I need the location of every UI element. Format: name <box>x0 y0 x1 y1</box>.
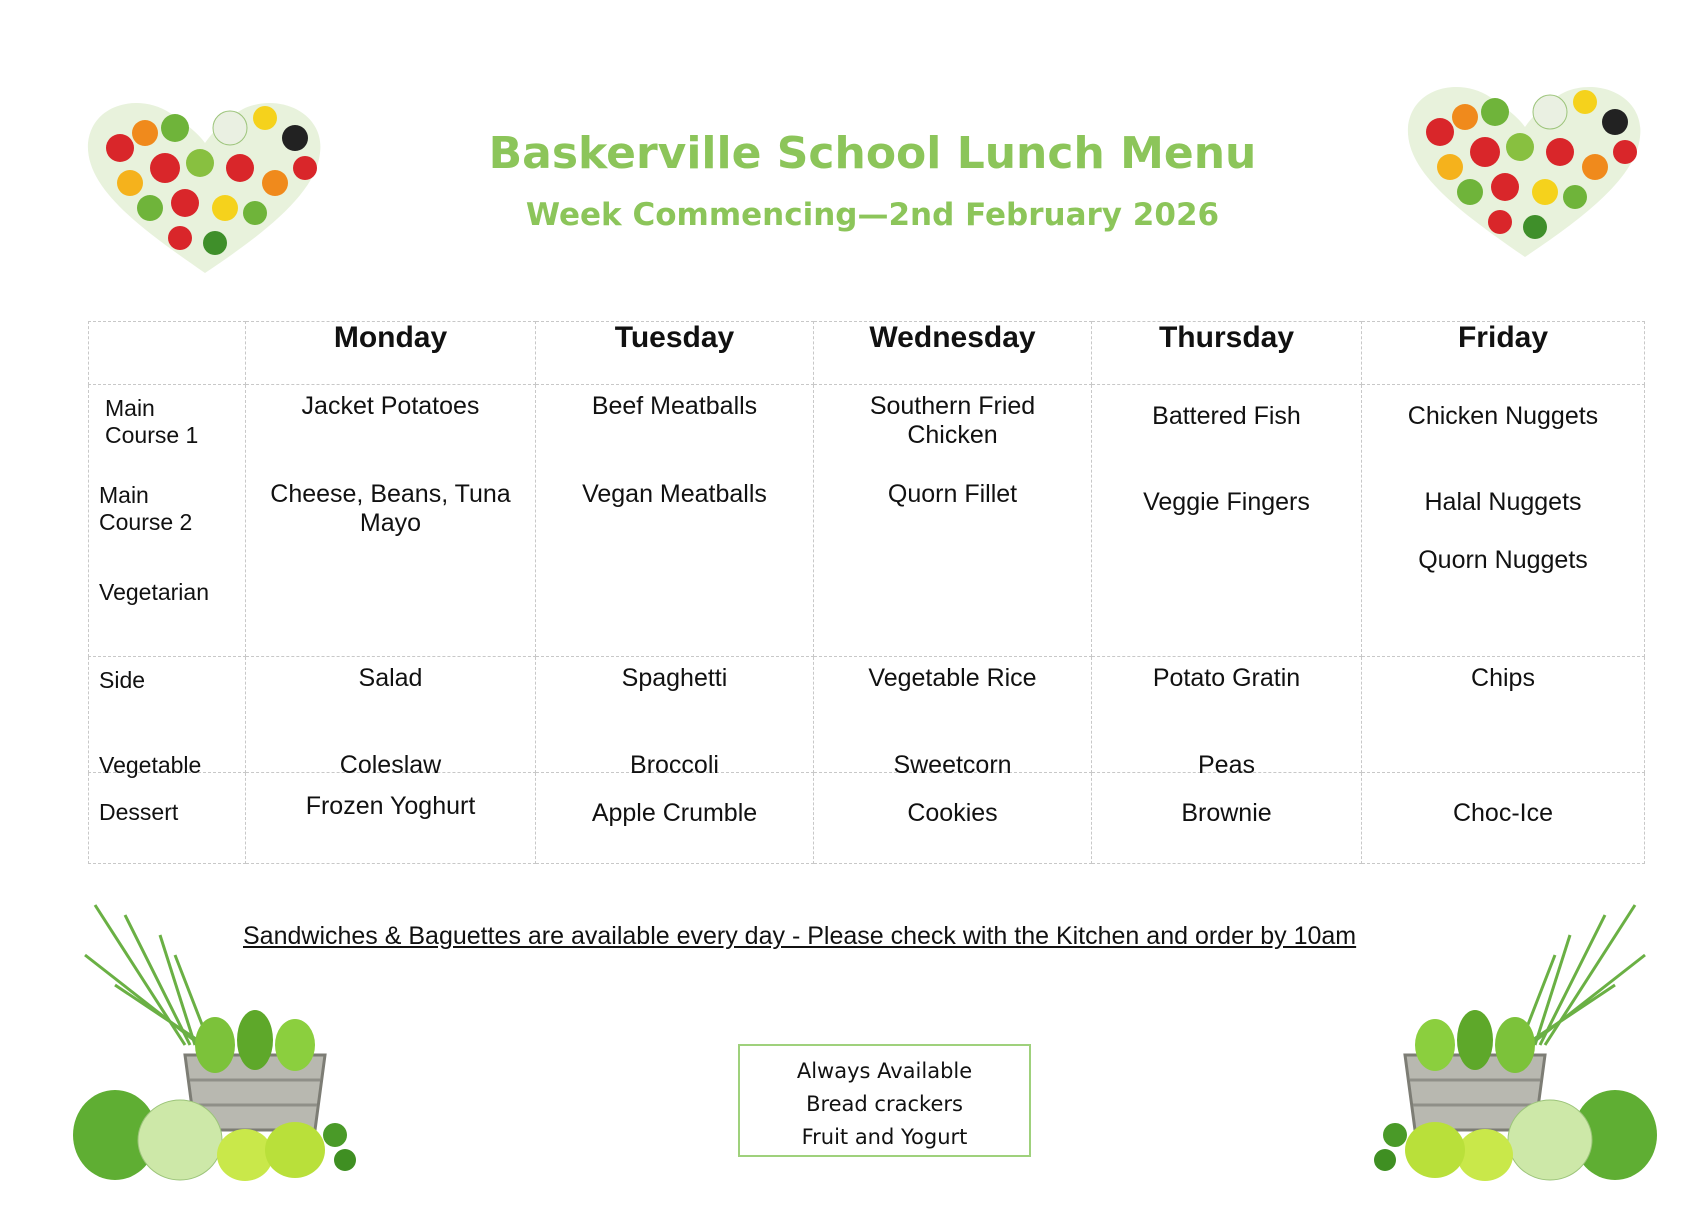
main2-item: Vegan Meatballs <box>582 480 767 508</box>
day-header-friday: Friday <box>1362 322 1645 385</box>
always-available-item: Fruit and Yogurt <box>801 1125 968 1149</box>
always-available-item: Bread crackers <box>806 1092 963 1116</box>
main-course-2-label: Main Course 2 <box>99 482 193 535</box>
tuesday-side-cell <box>536 657 814 779</box>
friday-side-cell <box>1362 657 1645 773</box>
main-course-labels <box>89 385 246 657</box>
dessert-label: Dessert <box>99 799 179 825</box>
side-item: Spaghetti <box>621 664 728 692</box>
dessert-item: Brownie <box>1181 799 1272 827</box>
always-available-box <box>738 1044 1031 1157</box>
dessert-label-cell <box>89 773 246 864</box>
main2-item: Halal Nuggets <box>1424 488 1582 516</box>
side-label: Side <box>99 667 146 693</box>
dessert-row <box>89 773 1645 864</box>
tuesday-dessert-cell <box>536 773 814 864</box>
day-header-wednesday: Wednesday <box>814 322 1092 385</box>
monday-side-cell <box>246 657 536 779</box>
tuesday-main-cell <box>536 385 814 657</box>
main1-item: Jacket Potatoes <box>301 392 480 420</box>
vegetable-heart-icon <box>80 88 330 278</box>
page-subtitle: Week Commencing—2nd February 2026 <box>525 197 1220 233</box>
page-title: Baskerville School Lunch Menu <box>488 128 1257 179</box>
vegetable-label: Vegetable <box>99 752 202 778</box>
always-available-heading: Always Available <box>796 1059 973 1083</box>
vegetable-basket-icon <box>1365 895 1665 1185</box>
wednesday-side-cell <box>814 657 1092 779</box>
thursday-dessert-cell <box>1092 773 1362 864</box>
main-course-row <box>89 385 1645 657</box>
wednesday-main-cell <box>814 385 1092 657</box>
side-item: Potato Gratin <box>1152 664 1301 692</box>
monday-dessert-cell <box>246 773 536 864</box>
dessert-item: Apple Crumble <box>591 799 758 827</box>
monday-main-cell <box>246 385 536 657</box>
friday-dessert-cell <box>1362 773 1645 864</box>
vegetable-item: Sweetcorn <box>893 751 1012 779</box>
dessert-item: Choc-Ice <box>1452 799 1554 827</box>
dessert-item: Cookies <box>907 799 998 827</box>
day-header-thursday: Thursday <box>1092 322 1362 385</box>
side-labels <box>89 657 246 778</box>
vegetable-item: Coleslaw <box>339 751 442 779</box>
side-row <box>89 657 1645 773</box>
main2-item: Veggie Fingers <box>1143 488 1310 516</box>
corner-cell <box>89 322 246 385</box>
main-course-1-label: Main Course 1 <box>105 395 199 448</box>
side-item: Salad <box>358 664 423 692</box>
side-item: Chips <box>1471 664 1535 692</box>
main1-item: Chicken Nuggets <box>1407 402 1599 430</box>
wednesday-dessert-cell <box>814 773 1092 864</box>
friday-main-cell <box>1362 385 1645 657</box>
lunch-menu-table <box>88 321 1645 864</box>
day-header-tuesday: Tuesday <box>536 322 814 385</box>
thursday-side-cell <box>1092 657 1362 779</box>
vegetarian-item: Quorn Nuggets <box>1418 546 1588 574</box>
main1-item: Beef Meatballs <box>591 392 758 420</box>
sandwich-notice: Sandwiches & Baguettes are available every day - Please check with the Kitchen and order by 10am <box>243 922 1357 950</box>
vegetable-basket-icon <box>65 895 365 1185</box>
main2-item: Quorn Fillet <box>887 480 1018 508</box>
dessert-item: Frozen Yoghurt <box>305 792 476 820</box>
main2-item: Cheese, Beans, Tuna Mayo <box>270 480 511 537</box>
vegetable-item: Peas <box>1198 751 1255 779</box>
day-header-row <box>89 322 1645 385</box>
thursday-main-cell <box>1092 385 1362 657</box>
main1-item: Battered Fish <box>1152 402 1301 430</box>
day-header-monday: Monday <box>246 322 536 385</box>
main1-item: Southern Fried Chicken <box>869 392 1036 449</box>
side-item: Vegetable Rice <box>868 664 1037 692</box>
vegetable-item: Broccoli <box>630 751 719 779</box>
vegetarian-label: Vegetarian <box>99 579 209 605</box>
